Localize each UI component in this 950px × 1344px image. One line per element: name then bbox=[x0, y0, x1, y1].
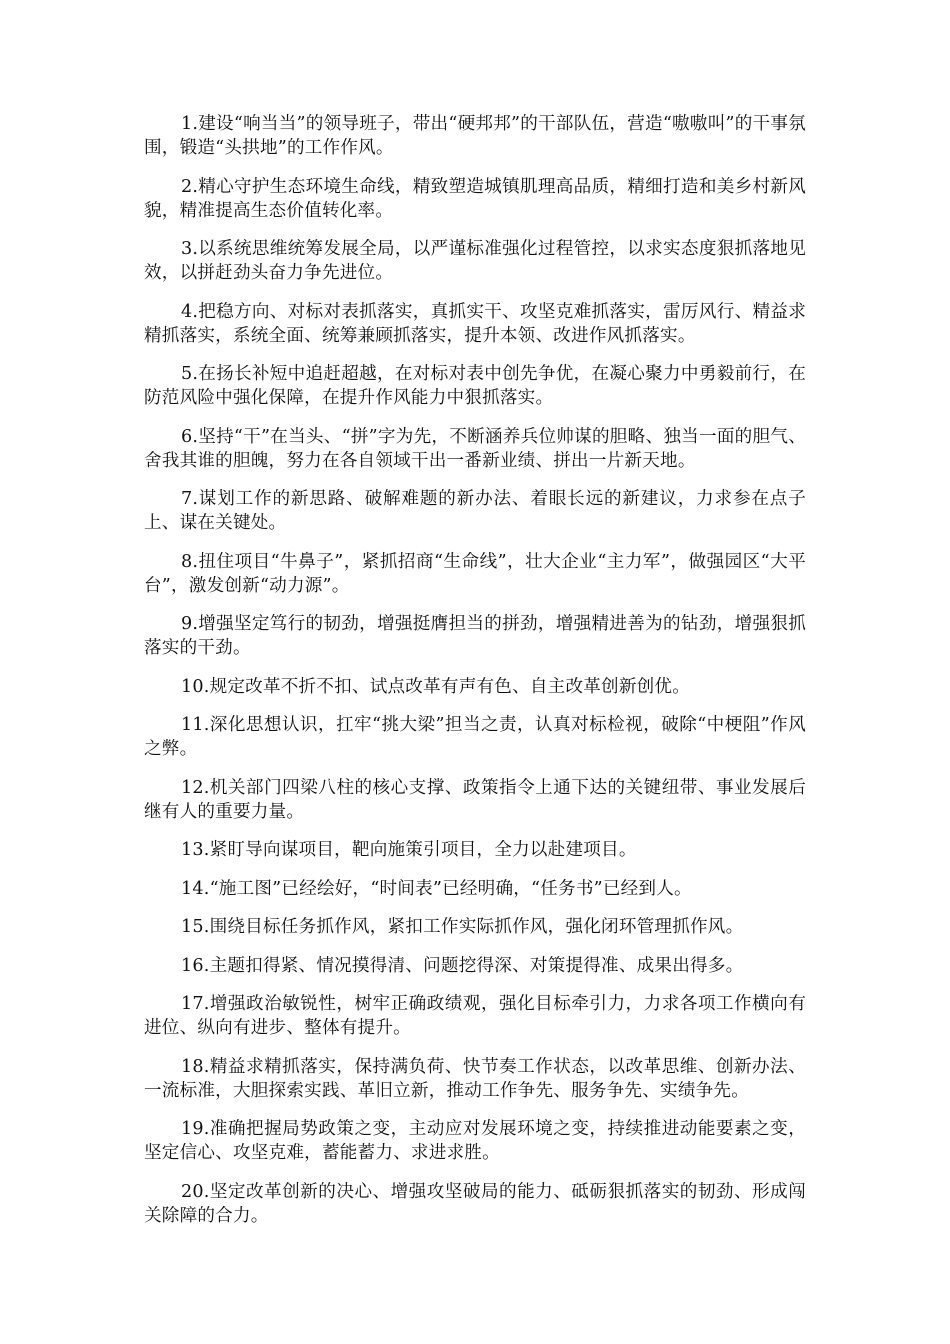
paragraph-20: 20.坚定改革创新的决心、增强攻坚破局的能力、砥砺狠抓落实的韧劲、形成闯关除障的合力。 bbox=[144, 1181, 806, 1226]
paragraph-14: 14.“施工图”已经绘好，“时间表”已经明确，“任务书”已经到人。 bbox=[181, 878, 692, 899]
paragraph-11: 11.深化思想认识，扛牢“挑大梁”担当之责，认真对标检视，破除“中梗阻”作风之弊。 bbox=[144, 715, 806, 759]
paragraph-13: 13.紧盯导向谋项目，靶向施策引项目，全力以赴建项目。 bbox=[181, 840, 637, 860]
paragraph-18: 18.精益求精抓落实，保持满负荷、快节奏工作状态，以改革思维、创新办法、一流标准，大胆探索实践、革旧立新，推动工作争先、服务争先、实绩争先。 bbox=[144, 1056, 806, 1101]
paragraph-10: 10.规定改革不折不扣、试点改革有声有色、自主改革创新创优。 bbox=[181, 676, 691, 697]
paragraph-6: 6.坚持“干”在当头、“拼”字为先，不断涵养兵位帅谋的胆略、独当一面的胆气、舍我其谁的胆魄，努力在各自领域干出一番新业绩、拼出一片新天地。 bbox=[144, 426, 806, 471]
paragraph-12: 12.机关部门四梁八柱的核心支撑、政策指令上通下达的关键纽带、事业发展后继有人的重要力量。 bbox=[144, 777, 806, 822]
paragraph-15: 15.围绕目标任务抓作风，紧扣工作实际抓作风，强化闭环管理抓作风。 bbox=[181, 917, 744, 937]
paragraph-7: 7.谋划工作的新思路、破解难题的新办法、着眼长远的新建议，力求参在点子上、谋在关键处。 bbox=[144, 489, 806, 533]
paragraph-1: 1.建设“响当当”的领导班子，带出“硬邦邦”的干部队伍，营造“嗷嗷叫”的干事氛围，锻造“头拱地”的工作作风。 bbox=[144, 114, 806, 158]
paragraph-17: 17.增强政治敏锐性，树牢正确政绩观，强化目标牵引力，力求各项工作横向有进位、纵向有进步、整体有提升。 bbox=[144, 994, 806, 1038]
paragraph-3: 3.以系统思维统筹发展全局，以严谨标准强化过程管控，以求实态度狠抓落地见效，以拼赶劲头奋力争先进位。 bbox=[144, 239, 806, 283]
paragraph-2: 2.精心守护生态环境生命线，精致塑造城镇肌理高品质，精细打造和美乡村新风貌，精准提高生态价值转化率。 bbox=[144, 176, 806, 221]
paragraph-8: 8.扭住项目“牛鼻子”，紧抓招商“生命线”，壮大企业“主力军”，做强园区“大平台”，激发创新“动力源”。 bbox=[144, 551, 806, 596]
paragraph-4: 4.把稳方向、对标对表抓落实，真抓实干、攻坚克难抓落实，雷厉风行、精益求精抓落实，系统全面、统筹兼顾抓落实，提升本领、改进作风抓落实。 bbox=[144, 301, 806, 346]
paragraph-19: 19.准确把握局势政策之变，主动应对发展环境之变，持续推进动能要素之变，坚定信心、攻坚克难，蓄能蓄力、求进求胜。 bbox=[144, 1119, 806, 1163]
paragraph-5: 5.在扬长补短中追赶超越，在对标对表中创先争优，在凝心聚力中勇毅前行，在防范风险中强化保障，在提升作风能力中狠抓落实。 bbox=[144, 364, 806, 408]
paragraph-9: 9.增强坚定笃行的韧劲，增强挺膺担当的拼劲，增强精进善为的钻劲，增强狠抓落实的干劲。 bbox=[144, 614, 806, 658]
document-body bbox=[144, 112, 806, 1242]
paragraph-16: 16.主题扣得紧、情况摸得清、问题挖得深、对策提得准、成果出得多。 bbox=[181, 955, 744, 976]
